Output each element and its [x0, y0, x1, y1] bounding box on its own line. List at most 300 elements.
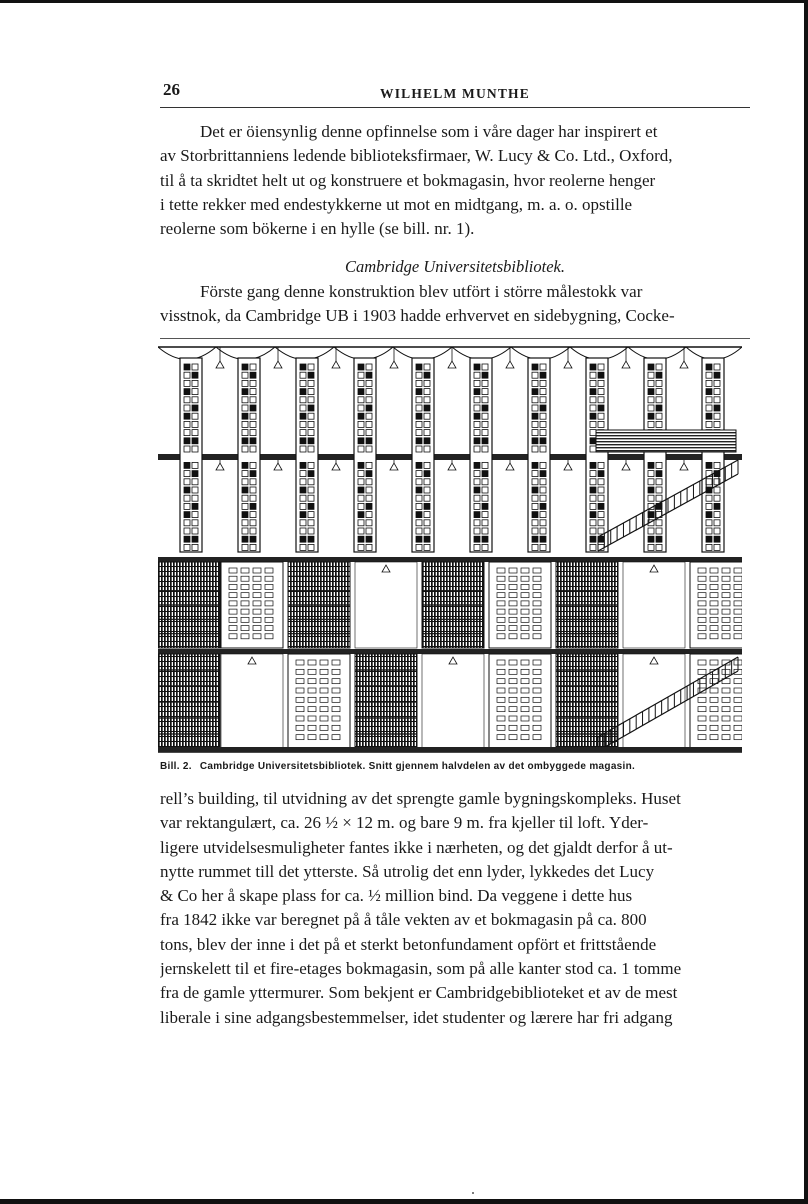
shelf-cell [253, 601, 261, 606]
shelf-cell [474, 438, 480, 444]
library-stack-illustration [158, 342, 742, 754]
shelf-cell [706, 405, 712, 411]
shelf-cell [308, 397, 314, 403]
shelf-cell [482, 430, 488, 436]
shelf-cell [192, 544, 198, 550]
shelf-cell [308, 536, 314, 542]
shelf-cell [497, 634, 505, 639]
shelf-cell [533, 568, 541, 573]
shelf-cell [532, 536, 538, 542]
shelf-cell [229, 593, 237, 598]
shelf-cell [714, 380, 720, 386]
shelf-cell [656, 405, 662, 411]
shelf-cell [416, 462, 422, 468]
shelf-cell [714, 421, 720, 427]
shelf-cell [648, 372, 654, 378]
shelf-cell [734, 634, 742, 639]
shelf-cell [698, 601, 706, 606]
shelf-cell [656, 380, 662, 386]
shelf-cell [698, 735, 706, 740]
shelf-cell [710, 660, 718, 665]
shelf-cell [656, 487, 662, 493]
shelf-cell [706, 544, 712, 550]
print-speck [472, 1192, 474, 1194]
shelf-cell [416, 430, 422, 436]
shelf-cell [706, 512, 712, 518]
shelf-cell [308, 462, 314, 468]
page-edge-bottom [0, 1199, 808, 1204]
shelf-cell [509, 634, 517, 639]
shelf-cell [656, 389, 662, 395]
shelf-cell [710, 584, 718, 589]
shelf-cell [184, 503, 190, 509]
shelf-cell [192, 413, 198, 419]
shelf-cell [358, 364, 364, 370]
shelf-cell [734, 626, 742, 631]
shelf-cell [358, 446, 364, 452]
lamp [332, 361, 340, 368]
shelf-cell [497, 626, 505, 631]
lamp [448, 361, 456, 368]
shelf-cell [358, 544, 364, 550]
shelf-cell [722, 609, 730, 614]
shelf-cell [734, 735, 742, 740]
shelf-cell [296, 688, 304, 693]
shelf-cell [540, 405, 546, 411]
shelf-cell [482, 528, 488, 534]
shelf-cell [265, 584, 273, 589]
page-edge-right [804, 0, 808, 1204]
shelf-cell [358, 479, 364, 485]
shelf-cell [474, 389, 480, 395]
shelf-cell [497, 716, 505, 721]
shelf-cell [734, 568, 742, 573]
shelf-cell [296, 697, 304, 702]
shelf-cell [416, 471, 422, 477]
text-line: reolerne som bökerne i en hylle (se bill. nr. 1). [160, 219, 475, 239]
shelf-cell [250, 471, 256, 477]
shelf-cell [598, 495, 604, 501]
shelf-cell [509, 593, 517, 598]
stack-column [470, 358, 492, 552]
shelf-cell [241, 617, 249, 622]
shelf-cell [540, 421, 546, 427]
shelf-cell [250, 413, 256, 419]
shelf-cell [242, 520, 248, 526]
shelf-cell [521, 593, 529, 598]
shelf-cell [308, 707, 316, 712]
shelf-cell [482, 471, 488, 477]
shelf-cell [184, 364, 190, 370]
shelf-cell [532, 479, 538, 485]
shelf-cell [533, 609, 541, 614]
shelf-cell [482, 397, 488, 403]
shelf-cell [241, 601, 249, 606]
shelf-cell [241, 584, 249, 589]
shelf-cell [366, 544, 372, 550]
shelf-cell [532, 430, 538, 436]
shelf-cell [300, 380, 306, 386]
shelf-cell [250, 372, 256, 378]
shelf-cell [656, 413, 662, 419]
shelf-cell [734, 601, 742, 606]
shelf-cell [497, 707, 505, 712]
shelf-cell [598, 503, 604, 509]
shelf-cell [192, 364, 198, 370]
shelf-cell [416, 421, 422, 427]
shelf-cell [192, 372, 198, 378]
shelf-cell [308, 372, 314, 378]
shelf-cell [416, 528, 422, 534]
shelf-cell [253, 576, 261, 581]
shelf-cell [358, 462, 364, 468]
shelf-cell [521, 669, 529, 674]
shelf-cell [242, 389, 248, 395]
shelf-cell [332, 735, 340, 740]
shelf-cell [598, 471, 604, 477]
shelf-cell [698, 584, 706, 589]
shelf-cell [656, 495, 662, 501]
shelf-cell [242, 372, 248, 378]
shelf-cell [250, 462, 256, 468]
shelf-cell [229, 568, 237, 573]
shelf-cell [229, 626, 237, 631]
shelf-cell [366, 471, 372, 477]
shelf-cell [242, 438, 248, 444]
shelf-cell [250, 421, 256, 427]
shelf-cell [265, 626, 273, 631]
lamp [390, 463, 398, 470]
shelf-cell [533, 593, 541, 598]
shelf-cell [300, 372, 306, 378]
shelf-cell [656, 372, 662, 378]
shelf-cell [474, 471, 480, 477]
shelf-cell [250, 520, 256, 526]
shelf-cell [242, 503, 248, 509]
shelf-cell [184, 487, 190, 493]
shelf-cell [184, 430, 190, 436]
shelf-cell [710, 617, 718, 622]
shelf-cell [521, 626, 529, 631]
shelf-cell [192, 495, 198, 501]
shelf-cell [714, 389, 720, 395]
shelf-cell [482, 495, 488, 501]
text-line: av Storbrittanniens ledende biblioteksfirmaer, W. Lucy & Co. Ltd., Oxford, [160, 146, 673, 166]
shelf-cell [598, 380, 604, 386]
shelf-cell [714, 503, 720, 509]
shelf-cell [416, 405, 422, 411]
shelf-cell [242, 421, 248, 427]
shelf-cell [184, 544, 190, 550]
shelf-cell [474, 512, 480, 518]
shelf-cell [497, 669, 505, 674]
shelf-cell [482, 544, 488, 550]
shelf-cell [366, 528, 372, 534]
shelf-cell [250, 397, 256, 403]
shelf-cell [714, 487, 720, 493]
shelf-cell [509, 735, 517, 740]
shelf-cell [253, 617, 261, 622]
shelf-cell [656, 544, 662, 550]
shelf-cell [482, 438, 488, 444]
shelf-cell [308, 660, 316, 665]
shelf-cell [706, 503, 712, 509]
shelf-cell [332, 660, 340, 665]
shelf-cell [192, 503, 198, 509]
shelf-cell [474, 495, 480, 501]
shelf-cell [698, 568, 706, 573]
shelf-cell [308, 479, 314, 485]
shelf-cell [320, 707, 328, 712]
shelf-cell [698, 669, 706, 674]
shelf-cell [358, 528, 364, 534]
shelf-cell [253, 568, 261, 573]
shelf-cell [532, 512, 538, 518]
shelf-cell [598, 528, 604, 534]
shelf-cell [242, 528, 248, 534]
shelf-cell [474, 503, 480, 509]
shelf-cell [590, 528, 596, 534]
shelf-cell [540, 503, 546, 509]
shelf-cell [710, 716, 718, 721]
shelf-cell [648, 421, 654, 427]
shelf-cell [722, 601, 730, 606]
shelf-cell [416, 520, 422, 526]
shelf-cell [242, 413, 248, 419]
shelf-cell [533, 669, 541, 674]
shelf-cell [590, 544, 596, 550]
shelf-cell [590, 503, 596, 509]
shelf-cell [358, 389, 364, 395]
shelf-cell [521, 725, 529, 730]
shelf-cell [320, 660, 328, 665]
shelf-cell [242, 495, 248, 501]
shelf-cell [482, 421, 488, 427]
shelf-cell [308, 389, 314, 395]
lamp [274, 361, 282, 368]
shelf-cell [509, 679, 517, 684]
shelf-cell [532, 405, 538, 411]
shelf-cell [184, 446, 190, 452]
shelf-cell [722, 697, 730, 702]
shelf-cell [474, 413, 480, 419]
shelf-cell [590, 380, 596, 386]
stack-column [296, 358, 318, 552]
shelf-cell [734, 584, 742, 589]
shelf-cell [734, 576, 742, 581]
shelf-cell [734, 679, 742, 684]
stack-column [528, 358, 550, 552]
lamp [390, 361, 398, 368]
shelf-cell [533, 725, 541, 730]
shelf-cell [358, 512, 364, 518]
shelf-cell [482, 413, 488, 419]
shelf-cell [416, 479, 422, 485]
shelf-cell [590, 397, 596, 403]
shelf-cell [424, 536, 430, 542]
shelf-cell [366, 389, 372, 395]
shelf-cell [532, 495, 538, 501]
shelf-cell [482, 512, 488, 518]
shelf-cell [300, 462, 306, 468]
shelf-cell [590, 520, 596, 526]
shelf-cell [300, 487, 306, 493]
shelf-cell [706, 380, 712, 386]
shelf-cell [308, 735, 316, 740]
shelf-cell [250, 512, 256, 518]
shelf-cell [416, 544, 422, 550]
shelf-cell [358, 372, 364, 378]
shelf-cell [540, 528, 546, 534]
shelf-cell [241, 634, 249, 639]
shelf-cell [698, 725, 706, 730]
shelf-cell [714, 405, 720, 411]
text-line: visstnok, da Cambridge UB i 1903 hadde erhvervet en sidebygning, Cocke- [160, 306, 675, 326]
shelf-cell [521, 697, 529, 702]
shelf-cell [250, 487, 256, 493]
shelf-cell [184, 462, 190, 468]
shelf-cell [250, 544, 256, 550]
shelf-cell [540, 446, 546, 452]
shelf-cell [722, 735, 730, 740]
shelf-cell [532, 389, 538, 395]
shelf-cell [497, 609, 505, 614]
shelf-cell [532, 380, 538, 386]
shelf-cell [265, 617, 273, 622]
shelf-cell [590, 512, 596, 518]
figure-top-rule [160, 338, 750, 339]
shelf-cell [648, 471, 654, 477]
shelf-cell [192, 462, 198, 468]
balcony-railing [596, 430, 736, 452]
shelf-cell [533, 660, 541, 665]
shelf-cell [192, 421, 198, 427]
shelf-cell [497, 584, 505, 589]
gallery-floor [158, 557, 742, 562]
shelf-cell [332, 688, 340, 693]
shelf-cell [296, 669, 304, 674]
basement-floor [158, 747, 742, 752]
shelf-cell [308, 364, 314, 370]
shelf-cell [308, 688, 316, 693]
shelf-cell [250, 438, 256, 444]
shelf-cell [296, 660, 304, 665]
shelf-cell [424, 380, 430, 386]
shelf-cell [509, 725, 517, 730]
shelf-cell [242, 512, 248, 518]
shelf-cell [424, 479, 430, 485]
shelf-cell [308, 697, 316, 702]
shelf-cell [250, 364, 256, 370]
shelf-cell [590, 446, 596, 452]
shelf-cell [192, 389, 198, 395]
shelf-cell [424, 372, 430, 378]
shelf-cell [242, 471, 248, 477]
shelf-cell [241, 609, 249, 614]
shelf-cell [424, 528, 430, 534]
shelf-cell [734, 707, 742, 712]
shelf-cell [229, 601, 237, 606]
shelf-cell [229, 609, 237, 614]
shelf-cell [320, 688, 328, 693]
shelf-cell [300, 438, 306, 444]
shelf-cell [722, 688, 730, 693]
shelf-cell [229, 634, 237, 639]
shelf-cell [242, 479, 248, 485]
shelf-cell [590, 495, 596, 501]
lamp [622, 361, 630, 368]
shelf-cell [710, 735, 718, 740]
text-line: fra 1842 ikke var beregnet på å tåle vekten av et bokmagasin på ca. 800 [160, 910, 647, 930]
shelf-cell [714, 462, 720, 468]
text-line: & Co her å skape plass for ca. ½ million bind. Da veggene i dette hus [160, 886, 633, 906]
shelf-cell [482, 446, 488, 452]
shelf-cell [698, 716, 706, 721]
shelf-cell [540, 536, 546, 542]
shelf-cell [532, 397, 538, 403]
shelf-cell [300, 528, 306, 534]
shelf-cell [250, 479, 256, 485]
open-bay [623, 562, 685, 648]
shelf-cell [192, 430, 198, 436]
shelf-cell [424, 405, 430, 411]
shelf-cell [714, 536, 720, 542]
shelf-cell [656, 462, 662, 468]
shelf-cell [366, 372, 372, 378]
shelf-cell [722, 716, 730, 721]
shelf-cell [300, 397, 306, 403]
shelf-cell [722, 725, 730, 730]
shelf-cell [424, 512, 430, 518]
shelf-cell [242, 536, 248, 542]
shelf-cell [648, 364, 654, 370]
shelf-cell [521, 735, 529, 740]
shelf-cell [366, 536, 372, 542]
shelf-cell [714, 528, 720, 534]
figure-caption-text: Cambridge Universitetsbibliotek. Snitt gjennem halvdelen av det ombyggede magasin. [199, 761, 636, 772]
shelf-cell [598, 512, 604, 518]
figure-caption [160, 761, 750, 772]
shelf-cell [714, 372, 720, 378]
shelf-cell [598, 405, 604, 411]
shelf-cell [714, 544, 720, 550]
shelf-cell [253, 634, 261, 639]
shelf-cell [722, 584, 730, 589]
shelf-cell [332, 679, 340, 684]
shelf-cell [521, 660, 529, 665]
page-edge-top [0, 0, 808, 3]
shelf-cell [497, 679, 505, 684]
shelf-cell [308, 679, 316, 684]
shelf-cell [482, 405, 488, 411]
shelf-cell [714, 520, 720, 526]
shelf-cell [184, 405, 190, 411]
shelf-cell [598, 389, 604, 395]
shelf-cell [424, 462, 430, 468]
shelf-cell [416, 446, 422, 452]
shelf-cell [184, 471, 190, 477]
shelf-cell [722, 576, 730, 581]
lamp [216, 361, 224, 368]
lamp [332, 463, 340, 470]
shelf-cell [308, 725, 316, 730]
shelf-cell [540, 495, 546, 501]
figure-label: Bill. 2. [160, 761, 192, 772]
shelf-cell [242, 397, 248, 403]
paragraph-2 [160, 280, 750, 329]
shelf-cell [474, 364, 480, 370]
shelf-cell [184, 438, 190, 444]
